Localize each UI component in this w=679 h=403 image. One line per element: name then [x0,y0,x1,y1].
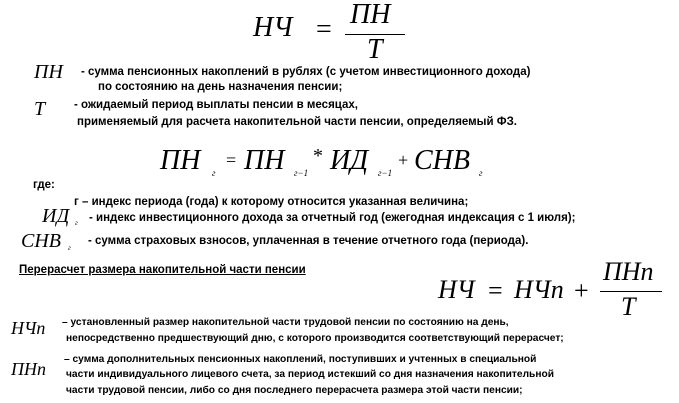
formula-2-term1: ПН [160,145,201,176]
def-g-text: г – индекс периода (года) к которому относится указанная величина; [74,196,469,208]
formula-1-lhs: НЧ [253,12,293,43]
def-t-text-line1: - ожидаемый период выплаты пенсии в месяцах, [74,99,358,111]
formula-2-multiply: * [313,145,323,167]
formula-3-numerator: ПНп [603,257,654,286]
formula-3-denominator: Т [621,292,636,321]
formula-2-sub1: г [212,168,216,178]
formula-2-sub2: г−1 [294,168,309,178]
formula-2-plus: + [398,150,409,170]
formula-3-term1: НЧп [514,275,564,304]
def-id-text: - индекс инвестиционного дохода за отчетный год (ежегодная индексация с 1 июля); [89,212,576,224]
def-pn-text-line1: - сумма пенсионных накоплений в рублях (с учетом инвестиционного дохода) [81,66,531,78]
formula-3-lhs: НЧ [438,275,475,304]
def-pnp-text-line2: части индивидуального лицевого счета, за период истекший со дня назначения накопительной [66,369,554,380]
def-pn-symbol: ПН [34,61,63,83]
formula-2-equals: = [226,150,237,170]
def-nchp-text-line1: – установленный размер накопительной части трудовой пенсии по состоянию на день, [62,317,509,328]
def-id-sub: г [75,219,78,227]
formula-1-denominator: Т [367,34,383,65]
formula-2-sub4: г [479,168,483,178]
def-pnp-symbol: ПНп [11,359,46,379]
def-nchp-text-line2: непосредственно предшествующий дню, с которого производится соответствующий перерасчет; [66,333,564,344]
def-t-symbol: Т [34,98,46,120]
where-label: где: [33,179,55,191]
def-snv-text: - сумма страховых взносов, уплаченная в течение отчетного года (периода). [88,235,529,247]
formula-2-term2: ПН [244,145,285,176]
formula-3-plus: + [574,276,589,305]
def-nchp-symbol: НЧп [11,318,46,338]
def-id-symbol: ИД [42,205,70,227]
formula-1-numerator: ПН [350,0,391,30]
def-pn-text-line2: по состоянию на день назначения пенсии; [98,81,343,93]
formula-2-term3: ИД [330,145,369,176]
def-snv-sub: г [68,244,71,252]
section-title: Перерасчет размера накопительной части пенсии [19,264,306,276]
formula-2-sub3: г−1 [378,168,393,178]
def-snv-symbol: СНВ [21,230,61,252]
formula-3-equals: = [488,276,503,305]
def-t-text-line2: применяемый для расчета накопительной части пенсии, определяемый ФЗ. [77,116,517,128]
formula-2-term4: СНВ [414,145,470,176]
def-pnp-text-line3: части трудовой пенсии, либо со дня последнего перерасчета размера этой части пенсии; [66,385,523,396]
formula-1-equals: = [316,14,332,45]
def-pnp-text-line1: – сумма дополнительных пенсионных накоплений, поступивших и учтенных в специальной [64,354,537,365]
